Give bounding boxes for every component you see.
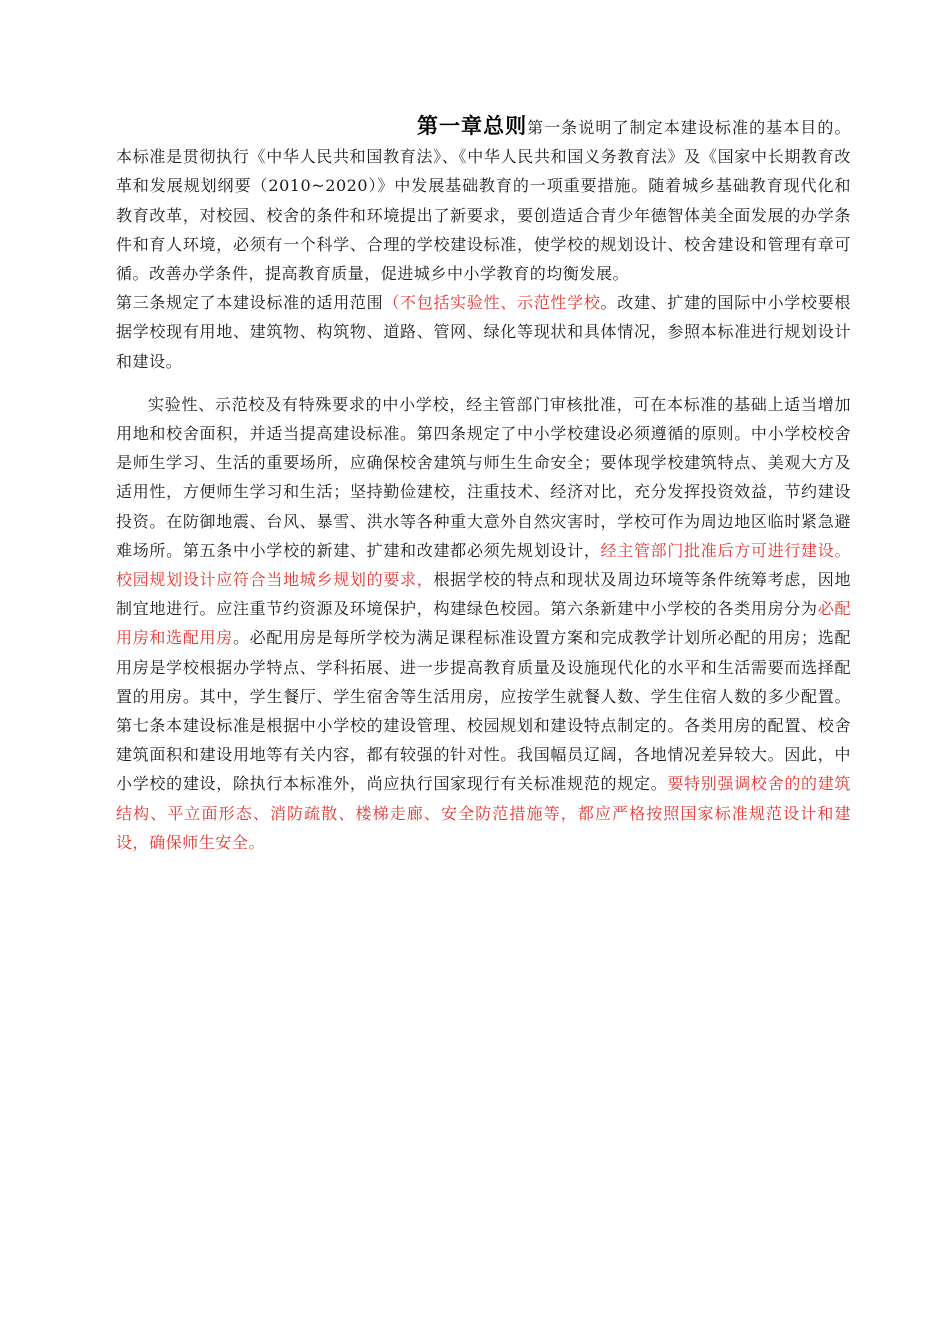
chapter-heading: 第一章总则: [417, 114, 528, 138]
paragraph-2-text-a: 第三条规定了本建设标准的适用范围: [116, 293, 384, 313]
paragraph-3-highlight-2: 必配用房和选配用房: [116, 599, 851, 648]
paragraph-1: [116, 112, 851, 288]
paragraph-3-highlight-3: 要特别强调校舍的的建筑结构、平立面形态、消防疏散、楼梯走廊、安全防范措施等，都应严格按照国家标准规范设计和建设，确保师生安全。: [116, 774, 851, 852]
paragraph-3-text-b: 根据学校的特点和现状及周边环境等条件统筹考虑，因地制宜地进行。应注重节约资源及环境保护，构建绿色校园。第六条新建中小学校的各类用房分为: [116, 570, 851, 619]
paragraph-2-text-b: 。改建、扩建的国际中小学校要根据学校现有用地、建筑物、构筑物、道路、管网、绿化等现状和具体情况，参照本标准进行规划设计和建设。: [116, 293, 851, 371]
paragraph-3-text-a: 实验性、示范校及有特殊要求的中小学校，经主管部门审核批准，可在本标准的基础上适当增加用地和校舍面积，并适当提高建设标准。第四条规定了中小学校建设必须遵循的原则。中小学校校舍是师生学习、生活的重要场所，应确保校舍建筑与师生生命安全；要体现学校建筑特点、美观大方及适用性，方便师生学习和生活；坚持勤俭建校，注重技术、经济对比，充分发挥投资效益，节约建设投资。在防御地震、台风、暴雪、洪水等各种重大意外自然灾害时，学校可作为周边地区临时紧急避难场所。第五条中小学校的新建、扩建和改建都必须先规划设计，: [116, 394, 851, 560]
document-body: [116, 112, 851, 857]
paragraph-3: [116, 390, 851, 857]
paragraph-3-highlight-1: 经主管部门批准后方可进行建设。校园规划设计应符合当地城乡规划的要求，: [116, 540, 851, 590]
paragraph-3-text-c: 。必配用房是每所学校为满足课程标准设置方案和完成教学计划所必配的用房；选配用房是学校根据办学特点、学科拓展、进一步提高教育质量及设施现代化的水平和生活需要而选择配置的用房。其中，学生餐厅、学生宿舍等生活用房，应按学生就餐人数、学生住宿人数的多少配置。第七条本建设标准是根据中小学校的建设管理、校园规划和建设特点制定的。各类用房的配置、校舍建筑面积和建设用地等有关内容，都有较强的针对性。我国幅员辽阔，各地情况差异较大。因此，中小学校的建设，除执行本标准外，尚应执行国家现行有关标准规范的规定。: [116, 628, 851, 794]
paragraph-2: [116, 288, 851, 376]
paragraph-1-text: 第一条说明了制定本建设标准的基本目的。本标准是贯彻执行《中华人民共和国教育法》、《中华人民共和国义务教育法》及《国家中长期教育改革和发展规划纲要（2010~2020）》中发展基础教育的一项重要措施。随着城乡基础教育现代化和教育改革，对校园、校舍的条件和环境提出了新要求，要创造适合青少年德智体美全面发展的办学条件和育人环境，必须有一个科学、合理的学校建设标准，使学校的规划设计、校舍建设和管理有章可循。改善办学条件，提高教育质量，促进城乡中小学教育的均衡发展。: [116, 118, 852, 284]
paragraph-2-highlight: （不包括实验性、示范性学校: [383, 293, 601, 313]
